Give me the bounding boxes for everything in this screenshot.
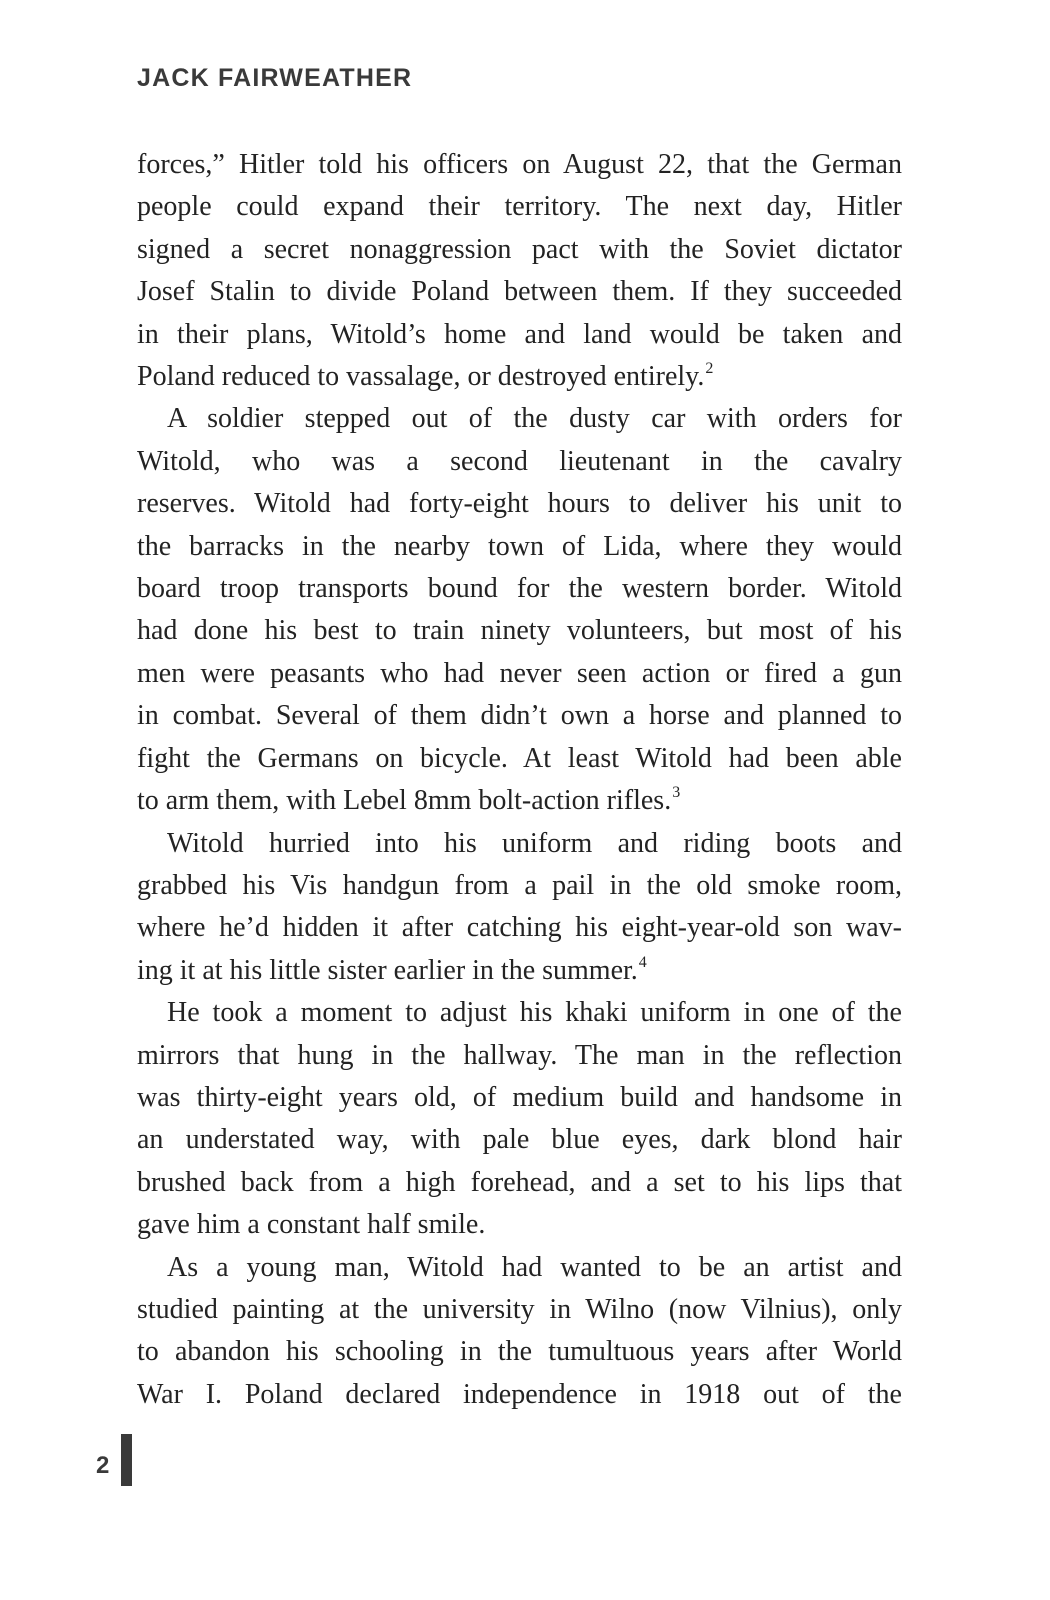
- text-line-last: [137, 780, 902, 822]
- text-line-last: [137, 950, 902, 992]
- text-line: gave him a constant half smile.: [137, 1209, 486, 1241]
- text-line-content: ing it at his little sister earlier in the summer.: [137, 954, 638, 986]
- text-line: where he’d hidden it after catching his eight-year-old son wav-: [137, 912, 902, 944]
- page-number-bar: [121, 1434, 132, 1486]
- text-line: an understated way, with pale blue eyes, dark blond hair: [137, 1124, 902, 1156]
- text-line: men were peasants who had never seen action or fired a gun: [137, 657, 902, 689]
- text-line: studied painting at the university in Wilno (now Vilnius), only: [137, 1293, 902, 1325]
- text-line: board troop transports bound for the western border. Witold: [137, 573, 902, 605]
- text-line: As a young man, Witold had wanted to be an artist and: [167, 1251, 902, 1283]
- text-line: in their plans, Witold’s home and land would be taken and: [137, 318, 902, 350]
- text-line: the barracks in the nearby town of Lida, where they would: [137, 530, 902, 562]
- text-line: grabbed his Vis handgun from a pail in the old smoke room,: [137, 869, 902, 901]
- footnote-reference: 2: [705, 360, 714, 378]
- text-line: Josef Stalin to divide Poland between them. If they succeeded: [137, 276, 902, 308]
- text-line: brushed back from a high forehead, and a set to his lips that: [137, 1166, 902, 1198]
- text-line: A soldier stepped out of the dusty car with orders for: [167, 403, 902, 435]
- text-line: reserves. Witold had forty-eight hours to deliver his unit to: [137, 488, 902, 520]
- text-line: forces,” Hitler told his officers on August 22, that the German: [137, 149, 902, 180]
- text-line: War I. Poland declared independence in 1918 out of the: [137, 1378, 902, 1410]
- page-number: 2: [96, 1452, 110, 1479]
- paragraph: [137, 398, 902, 822]
- paragraph: [137, 1247, 902, 1417]
- text-line: in combat. Several of them didn’t own a horse and planned to: [137, 700, 902, 732]
- text-line: Witold, who was a second lieutenant in the cavalry: [137, 445, 902, 477]
- text-line: to abandon his schooling in the tumultuous years after World: [137, 1336, 902, 1368]
- text-line: signed a secret nonaggression pact with the Soviet dictator: [137, 233, 902, 265]
- text-line: fight the Germans on bicycle. At least Witold had been able: [137, 742, 902, 774]
- text-line: He took a moment to adjust his khaki uniform in one of the: [167, 997, 902, 1029]
- body-text: [137, 144, 902, 1416]
- paragraph: [137, 823, 902, 993]
- paragraph: [137, 992, 902, 1246]
- text-line: was thirty-eight years old, of medium build and handsome in: [137, 1081, 902, 1113]
- running-head: JACK FAIRWEATHER: [137, 64, 413, 92]
- text-line: people could expand their territory. The next day, Hitler: [137, 191, 902, 223]
- paragraph: [137, 144, 902, 398]
- text-line: mirrors that hung in the hallway. The man in the reflection: [137, 1039, 902, 1071]
- text-line-last: [137, 356, 902, 398]
- text-line-content: Poland reduced to vassalage, or destroyed entirely.: [137, 361, 705, 393]
- text-line: Witold hurried into his uniform and riding boots and: [167, 827, 902, 859]
- text-line-content: to arm them, with Lebel 8mm bolt-action rifles.: [137, 785, 672, 817]
- footnote-reference: 4: [638, 953, 647, 971]
- footnote-reference: 3: [672, 784, 681, 802]
- text-line: had done his best to train ninety volunteers, but most of his: [137, 615, 902, 647]
